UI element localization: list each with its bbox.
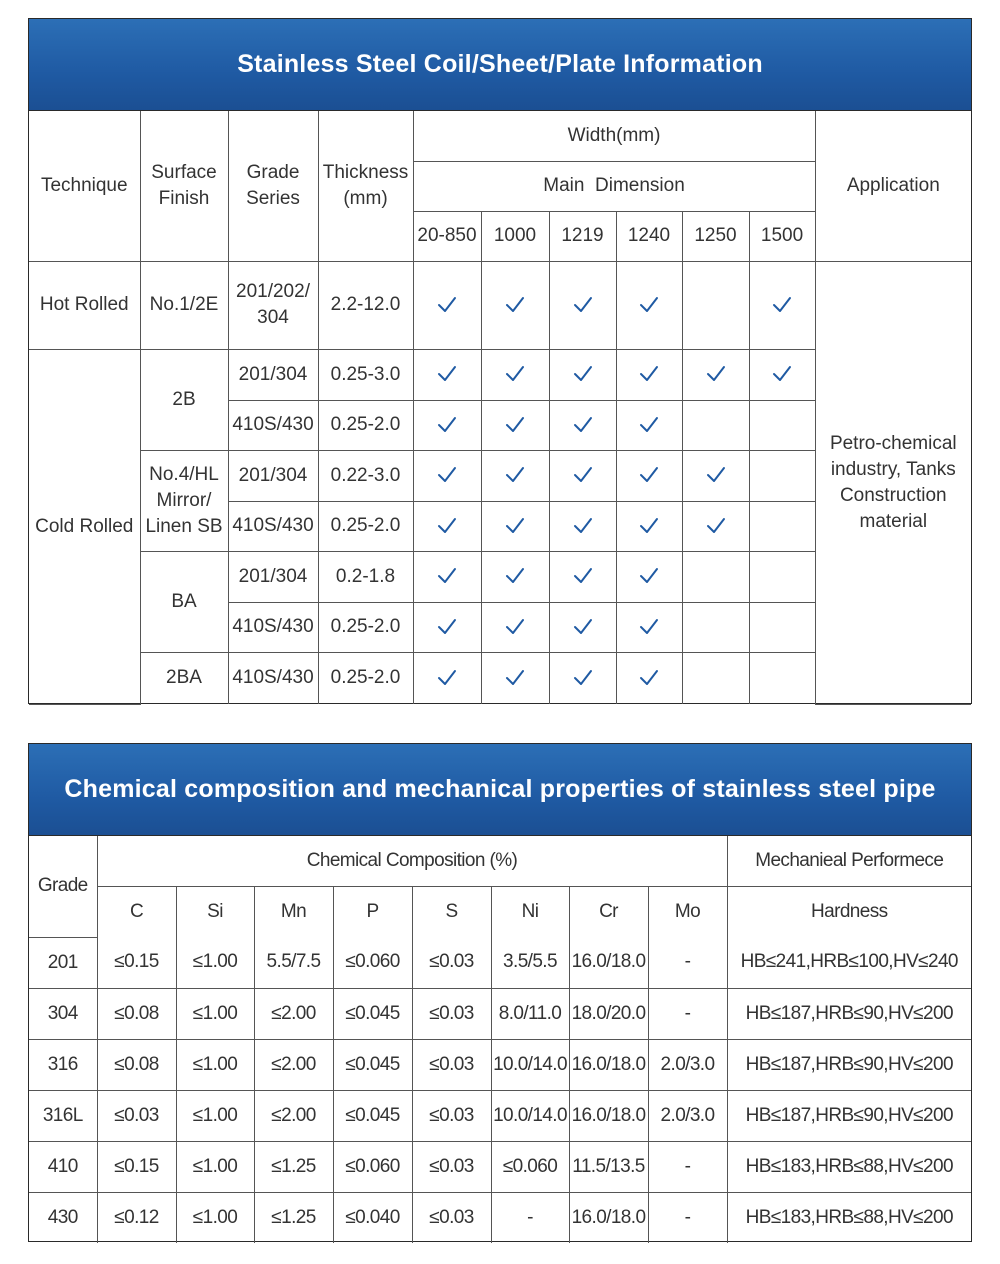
check-cell (682, 602, 749, 652)
coil-sheet-plate-title: Stainless Steel Coil/Sheet/Plate Information (29, 19, 971, 111)
composition-cell: ≤0.03 (97, 1090, 176, 1141)
thickness-cell: 0.25-2.0 (318, 501, 413, 551)
grade-cell: 201/304 (228, 450, 318, 501)
composition-cell: 16.0/18.0 (569, 937, 648, 988)
composition-cell: ≤2.00 (254, 1039, 333, 1090)
check-cell (413, 501, 481, 551)
check-cell (749, 400, 815, 450)
check-cell (413, 400, 481, 450)
thickness-cell: 0.22-3.0 (318, 450, 413, 501)
thickness-cell: 0.2-1.8 (318, 551, 413, 602)
check-icon (639, 617, 659, 637)
check-icon (505, 465, 525, 485)
check-cell (682, 349, 749, 400)
composition-cell: ≤1.00 (176, 1090, 254, 1141)
check-cell (549, 652, 616, 704)
composition-cell: - (648, 1141, 727, 1192)
hardness-cell: HB≤187,HRB≤90,HV≤200 (727, 988, 971, 1039)
composition-cell: ≤2.00 (254, 988, 333, 1039)
check-icon (573, 668, 593, 688)
thickness-cell: 0.25-3.0 (318, 349, 413, 400)
grade-cell: 201 (29, 937, 97, 988)
header-width-col: 1500 (749, 211, 815, 261)
check-icon (437, 668, 457, 688)
header-element: Ni (491, 886, 569, 937)
table-row (29, 1141, 971, 1192)
composition-cell: ≤0.15 (97, 937, 176, 988)
thickness-cell: 0.25-2.0 (318, 400, 413, 450)
hardness-cell: HB≤183,HRB≤88,HV≤200 (727, 1192, 971, 1243)
header-element: P (333, 886, 412, 937)
header-thickness: Thickness (mm) (318, 111, 413, 261)
check-icon (573, 364, 593, 384)
composition-cell: 10.0/14.0 (491, 1039, 569, 1090)
table-row (29, 937, 971, 988)
check-cell (749, 349, 815, 400)
grade-cell: 410S/430 (228, 501, 318, 551)
composition-cell: ≤0.060 (333, 1141, 412, 1192)
coil-sheet-plate-table (29, 111, 971, 705)
check-cell (749, 652, 815, 704)
table-row (29, 1090, 971, 1141)
check-cell (481, 450, 549, 501)
check-icon (437, 617, 457, 637)
hardness-cell: HB≤183,HRB≤88,HV≤200 (727, 1141, 971, 1192)
header-grade: Grade (29, 836, 97, 937)
check-icon (772, 295, 792, 315)
check-icon (639, 566, 659, 586)
check-cell (413, 349, 481, 400)
composition-cell: 11.5/13.5 (569, 1141, 648, 1192)
check-cell (549, 349, 616, 400)
composition-cell: 5.5/7.5 (254, 937, 333, 988)
chemical-composition-table (29, 836, 971, 1243)
composition-cell: ≤1.00 (176, 1039, 254, 1090)
surface-finish-cell: 2B (140, 349, 228, 450)
composition-cell: ≤0.03 (412, 988, 491, 1039)
composition-cell: ≤2.00 (254, 1090, 333, 1141)
check-icon (437, 516, 457, 536)
check-cell (481, 261, 549, 349)
header-width-col: 20-850 (413, 211, 481, 261)
check-cell (749, 602, 815, 652)
composition-cell: ≤0.08 (97, 1039, 176, 1090)
composition-cell: - (648, 988, 727, 1039)
composition-cell: ≤0.15 (97, 1141, 176, 1192)
header-chemical-composition: Chemical Composition (%) (97, 836, 727, 886)
composition-cell: 16.0/18.0 (569, 1039, 648, 1090)
composition-cell: ≤0.03 (412, 1090, 491, 1141)
check-icon (639, 415, 659, 435)
table-row (29, 1039, 971, 1090)
header-element: S (412, 886, 491, 937)
composition-cell: - (648, 1192, 727, 1243)
check-cell (549, 400, 616, 450)
grade-cell: 316L (29, 1090, 97, 1141)
check-cell (616, 261, 682, 349)
header-application: Application (815, 111, 971, 261)
check-icon (505, 668, 525, 688)
header-element: Cr (569, 886, 648, 937)
check-cell (682, 551, 749, 602)
composition-cell: - (491, 1192, 569, 1243)
grade-cell: 410 (29, 1141, 97, 1192)
check-icon (437, 364, 457, 384)
composition-cell: ≤0.045 (333, 1090, 412, 1141)
check-cell (616, 652, 682, 704)
check-icon (505, 516, 525, 536)
check-cell (616, 602, 682, 652)
composition-cell: ≤1.00 (176, 937, 254, 988)
hardness-cell: HB≤187,HRB≤90,HV≤200 (727, 1039, 971, 1090)
composition-cell: ≤1.00 (176, 988, 254, 1039)
check-cell (616, 551, 682, 602)
header-hardness: Hardness (727, 886, 971, 937)
composition-cell: 18.0/20.0 (569, 988, 648, 1039)
check-cell (682, 450, 749, 501)
grade-cell: 201/304 (228, 551, 318, 602)
check-icon (573, 516, 593, 536)
composition-cell: 16.0/18.0 (569, 1192, 648, 1243)
table-row (29, 988, 971, 1039)
surface-finish-cell: No.1/2E (140, 261, 228, 349)
header-width: Width(mm) (413, 111, 815, 161)
check-icon (505, 295, 525, 315)
header-main-dimension: Main Dimension (413, 161, 815, 211)
header-grade-series: Grade Series (228, 111, 318, 261)
check-cell (549, 261, 616, 349)
header-technique: Technique (29, 111, 140, 261)
thickness-cell: 0.25-2.0 (318, 602, 413, 652)
check-icon (639, 465, 659, 485)
composition-cell: ≤0.060 (333, 937, 412, 988)
composition-cell: 3.5/5.5 (491, 937, 569, 988)
check-icon (437, 415, 457, 435)
check-cell (549, 551, 616, 602)
surface-finish-cell: No.4/HL Mirror/ Linen SB (140, 450, 228, 551)
coil-sheet-plate-panel (28, 18, 972, 704)
check-icon (437, 566, 457, 586)
composition-cell: ≤0.060 (491, 1141, 569, 1192)
check-cell (682, 501, 749, 551)
check-icon (437, 295, 457, 315)
check-icon (706, 516, 726, 536)
check-cell (682, 400, 749, 450)
header-width-col: 1219 (549, 211, 616, 261)
check-cell (549, 501, 616, 551)
check-icon (706, 465, 726, 485)
check-icon (639, 364, 659, 384)
check-cell (749, 551, 815, 602)
table-row (29, 1192, 971, 1243)
check-icon (706, 364, 726, 384)
grade-cell: 410S/430 (228, 400, 318, 450)
composition-cell: 2.0/3.0 (648, 1090, 727, 1141)
surface-finish-cell: 2BA (140, 652, 228, 704)
check-cell (481, 551, 549, 602)
composition-cell: 16.0/18.0 (569, 1090, 648, 1141)
check-cell (413, 551, 481, 602)
composition-cell: ≤0.03 (412, 1192, 491, 1243)
hardness-cell: HB≤241,HRB≤100,HV≤240 (727, 937, 971, 988)
composition-cell: ≤0.03 (412, 1039, 491, 1090)
header-element: C (97, 886, 176, 937)
composition-cell: 10.0/14.0 (491, 1090, 569, 1141)
header-width-col: 1240 (616, 211, 682, 261)
header-element: Mo (648, 886, 727, 937)
composition-cell: 2.0/3.0 (648, 1039, 727, 1090)
grade-cell: 430 (29, 1192, 97, 1243)
table-row (29, 261, 971, 349)
composition-cell: ≤0.03 (412, 1141, 491, 1192)
check-icon (505, 617, 525, 637)
composition-cell: 8.0/11.0 (491, 988, 569, 1039)
check-cell (616, 450, 682, 501)
header-width-col: 1000 (481, 211, 549, 261)
check-icon (772, 364, 792, 384)
check-cell (749, 501, 815, 551)
check-cell (413, 450, 481, 501)
grade-cell: 201/202/ 304 (228, 261, 318, 349)
check-icon (573, 566, 593, 586)
grade-cell: 410S/430 (228, 602, 318, 652)
header-width-col: 1250 (682, 211, 749, 261)
check-cell (682, 652, 749, 704)
check-cell (481, 652, 549, 704)
check-cell (549, 602, 616, 652)
check-cell (616, 349, 682, 400)
check-icon (505, 364, 525, 384)
composition-cell: ≤0.03 (412, 937, 491, 988)
composition-cell: ≤1.00 (176, 1192, 254, 1243)
thickness-cell: 0.25-2.0 (318, 652, 413, 704)
composition-cell: ≤0.08 (97, 988, 176, 1039)
check-cell (413, 602, 481, 652)
check-icon (639, 668, 659, 688)
composition-cell: ≤1.25 (254, 1141, 333, 1192)
check-cell (616, 501, 682, 551)
check-icon (573, 295, 593, 315)
composition-cell: ≤0.12 (97, 1192, 176, 1243)
composition-cell: - (648, 937, 727, 988)
check-cell (413, 652, 481, 704)
check-cell (481, 501, 549, 551)
grade-cell: 304 (29, 988, 97, 1039)
technique-cell: Hot Rolled (29, 261, 140, 349)
check-icon (505, 566, 525, 586)
header-element: Mn (254, 886, 333, 937)
check-cell (549, 450, 616, 501)
grade-cell: 201/304 (228, 349, 318, 400)
check-icon (573, 465, 593, 485)
check-cell (481, 602, 549, 652)
application-cell: Petro-chemical industry, Tanks Construction material (815, 261, 971, 704)
composition-cell: ≤1.00 (176, 1141, 254, 1192)
technique-cell: Cold Rolled (29, 349, 140, 704)
header-mechanical-performance: Mechanieal Performece (727, 836, 971, 886)
check-icon (639, 516, 659, 536)
composition-cell: ≤0.045 (333, 1039, 412, 1090)
surface-finish-cell: BA (140, 551, 228, 652)
composition-cell: ≤0.040 (333, 1192, 412, 1243)
check-icon (437, 465, 457, 485)
composition-cell: ≤0.045 (333, 988, 412, 1039)
check-icon (573, 415, 593, 435)
grade-cell: 316 (29, 1039, 97, 1090)
check-icon (573, 617, 593, 637)
hardness-cell: HB≤187,HRB≤90,HV≤200 (727, 1090, 971, 1141)
grade-cell: 410S/430 (228, 652, 318, 704)
check-cell (481, 349, 549, 400)
check-cell (749, 261, 815, 349)
header-element: Si (176, 886, 254, 937)
check-cell (682, 261, 749, 349)
check-icon (505, 415, 525, 435)
check-cell (749, 450, 815, 501)
composition-cell: ≤1.25 (254, 1192, 333, 1243)
check-cell (413, 261, 481, 349)
check-cell (481, 400, 549, 450)
chemical-composition-panel (28, 743, 972, 1242)
check-cell (616, 400, 682, 450)
thickness-cell: 2.2-12.0 (318, 261, 413, 349)
check-icon (639, 295, 659, 315)
chemical-composition-title: Chemical composition and mechanical properties of stainless steel pipe (29, 744, 971, 836)
header-surface-finish: Surface Finish (140, 111, 228, 261)
